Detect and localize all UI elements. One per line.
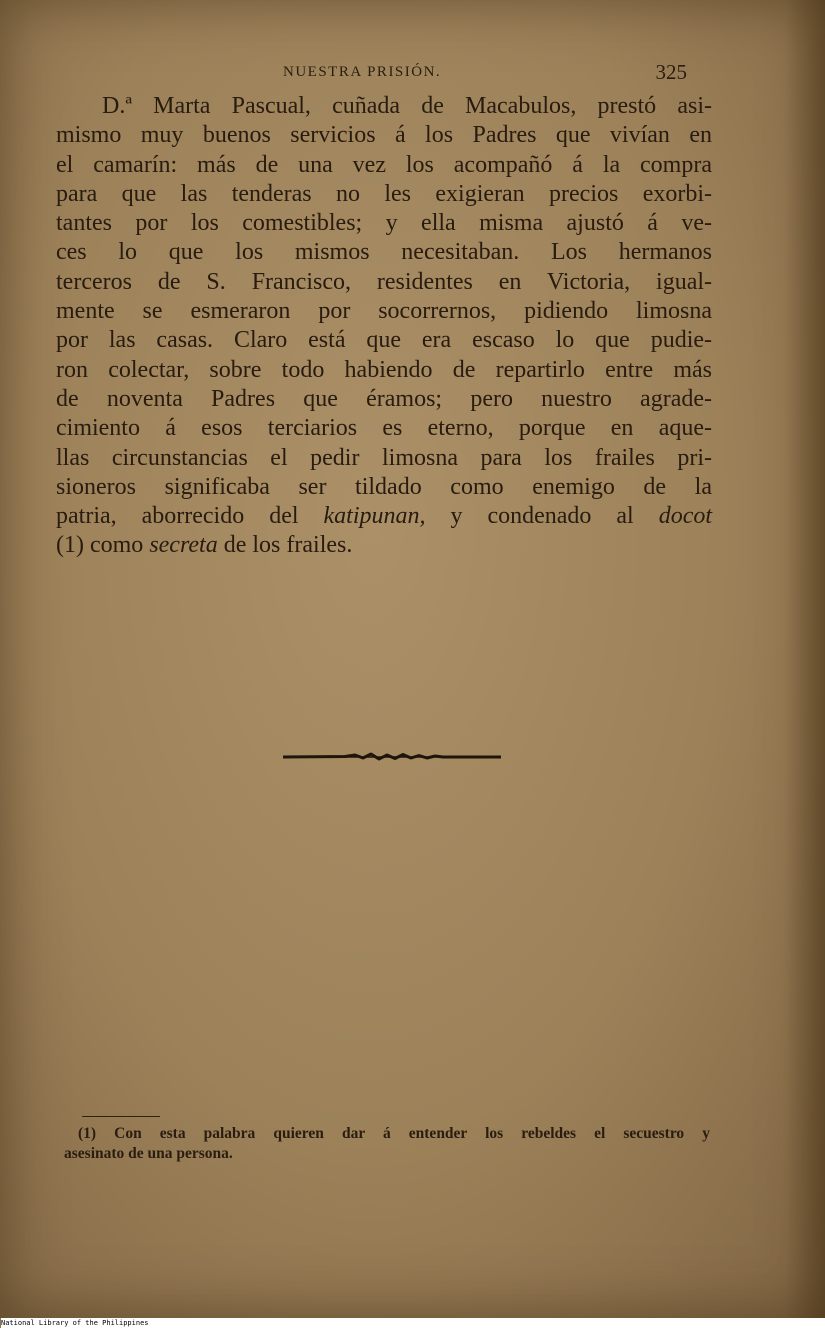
text-segment: y condenado al [425, 503, 659, 530]
text-segment: patria, aborrecido del [56, 503, 324, 530]
text-line: llas circunstancias el pedir limosna para los frailes pri- [56, 444, 712, 471]
text-line-secreta [56, 531, 712, 560]
text-segment: de los frailes. [217, 532, 353, 559]
text-line: D.ª Marta Pascual, cuñada de Macabulos, prestó asi- [102, 93, 712, 119]
text-line: ron colectar, sobre todo habiendo de repartirlo entre más [56, 356, 712, 383]
text-segment: (1) como [56, 532, 150, 559]
running-title: NUESTRA PRISIÓN. [283, 64, 442, 80]
text-line: por las casas. Claro está que era escaso lo que pudie- [56, 327, 712, 354]
italic-term-docot: docot [658, 503, 713, 530]
text-line: mismo muy buenos servicios á los Padres que vivían en [56, 122, 712, 149]
page-header [283, 60, 685, 90]
footnote [64, 1124, 710, 1163]
library-credit: National Library of the Philippines [1, 1318, 825, 1328]
text-line: para que las tenderas no les exigieran precios exorbi- [56, 180, 712, 207]
italic-term-katipunan: katipunan, [323, 503, 426, 530]
footnote-line: asesinato de una persona. [64, 1144, 233, 1162]
text-line: sioneros significaba ser tildado como enemigo de la [56, 473, 712, 500]
text-line: mente se esmeraron por socorrernos, pidiendo limosna [56, 298, 712, 325]
ornamental-divider-icon [283, 748, 501, 766]
text-line: ces lo que los mismos necesitaban. Los hermanos [56, 239, 712, 266]
footnote-rule [82, 1116, 160, 1117]
italic-term-secreta: secreta [149, 532, 218, 559]
text-line: el camarín: más de una vez los acompañó á la compra [56, 151, 712, 178]
text-line: tantes por los comestibles; y ella misma ajustó á ve- [56, 210, 712, 237]
footnote-line: (1) Con esta palabra quieren dar á entender los rebeldes el secuestro y [78, 1125, 710, 1142]
text-line: de noventa Padres que éramos; pero nuestro agrade- [56, 385, 712, 412]
text-line: cimiento á esos terciarios es eterno, porque en aque- [56, 415, 712, 442]
text-line: terceros de S. Francisco, residentes en Victoria, igual- [56, 268, 712, 295]
page-number: 325 [655, 60, 687, 84]
main-paragraph [56, 92, 712, 561]
text-line-katipunan [56, 502, 712, 531]
